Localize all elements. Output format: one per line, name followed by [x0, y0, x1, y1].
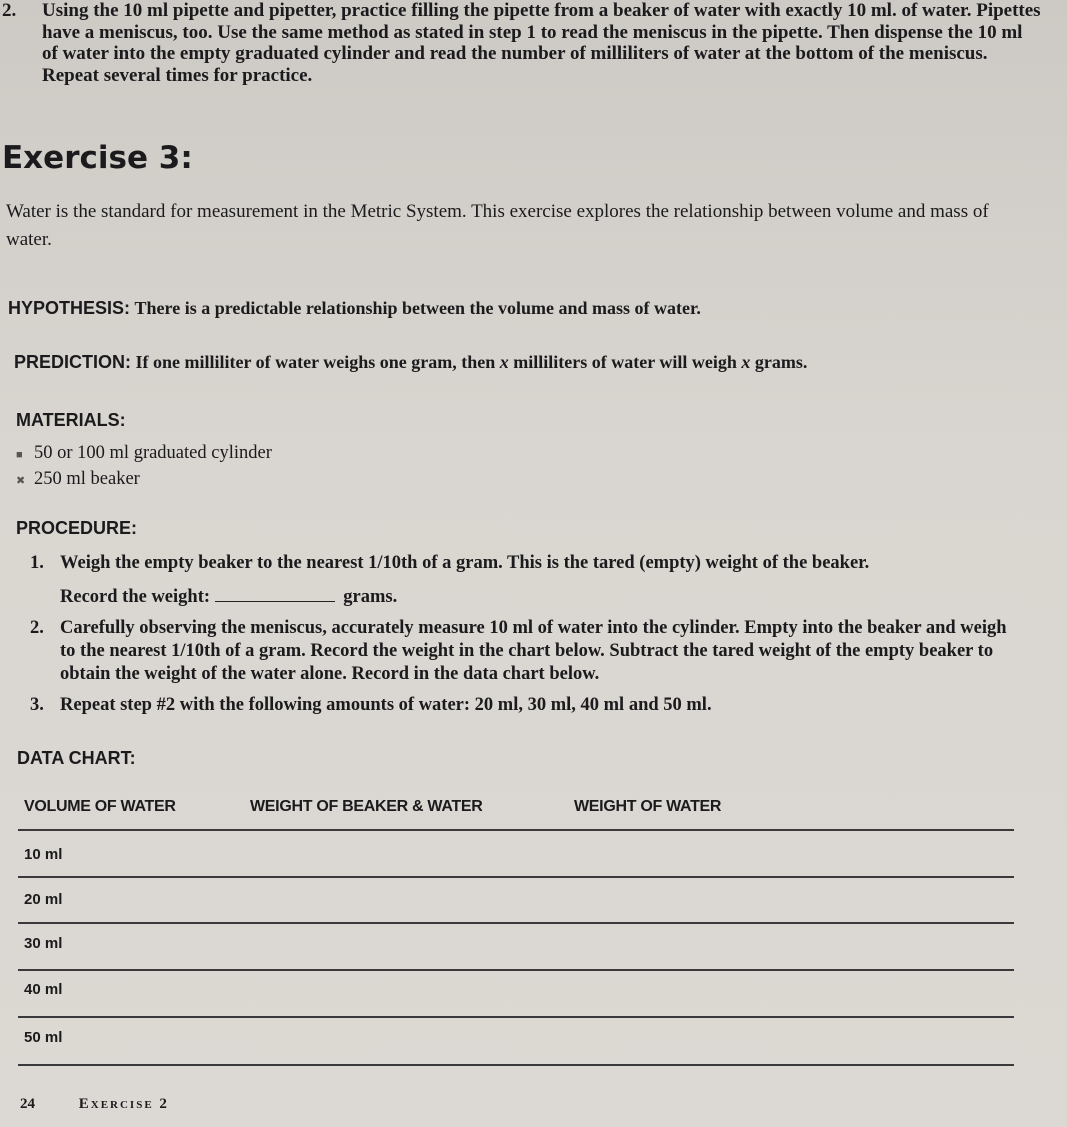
weight-blank-field[interactable] — [215, 587, 335, 602]
step-number: 1. — [30, 553, 44, 573]
chart-rule[interactable] — [18, 876, 1014, 878]
table-row: 20 ml — [24, 891, 63, 908]
page-number: 24 — [20, 1096, 35, 1112]
procedure-step-2 — [30, 617, 1020, 686]
step-text: Repeat step #2 with the following amounts of water: 20 ml, 30 ml, 40 ml and 50 ml. — [60, 695, 712, 715]
bullet-icon: ■ — [16, 449, 23, 461]
step-text: Using the 10 ml pipette and pipetter, practice filling the pipette from a beaker of water with exactly 10 ml. of water. Pipettes have a meniscus, too. Use the same method as stated in step 1 to read the meniscus in the pipette. Then dispense the 10 ml of water into the empty graduated cylinder and read the number of milliliters of water at the bottom of the meniscus. Repeat several times for practice. — [42, 0, 1041, 86]
column-header-volume: VOLUME OF WATER — [24, 798, 176, 815]
column-header-water: WEIGHT OF WATER — [574, 798, 722, 815]
list-item — [16, 441, 272, 467]
step-number: 2. — [2, 0, 17, 21]
hypothesis — [8, 298, 701, 319]
grams-label: grams. — [343, 587, 398, 607]
material-item: 250 ml beaker — [34, 469, 140, 489]
previous-step-2 — [2, 0, 1042, 86]
step-text: Weigh the empty beaker to the nearest 1/10th of a gram. This is the tared (empty) weight of the beaker. — [60, 553, 870, 573]
procedure-step-3 — [30, 694, 1020, 717]
chart-rule — [18, 829, 1014, 831]
hypothesis-text: There is a predictable relationship between the volume and mass of water. — [134, 298, 701, 318]
prediction-var-1: x — [499, 352, 509, 372]
section-label: Exercise 2 — [78, 1096, 169, 1112]
prediction-var-2: x — [741, 352, 751, 372]
procedure-list — [30, 552, 1020, 717]
step-number: 2. — [30, 618, 44, 638]
procedure-step-1 — [30, 552, 1020, 609]
prediction-text-c: grams. — [754, 352, 808, 372]
exercise-title: Exercise 3: — [2, 140, 193, 176]
record-weight-line — [60, 586, 1020, 609]
prediction-label: PREDICTION: — [14, 352, 131, 372]
hypothesis-label: HYPOTHESIS: — [8, 298, 131, 318]
material-item: 50 or 100 ml graduated cylinder — [34, 443, 272, 463]
column-header-beaker-water: WEIGHT OF BEAKER & WATER — [250, 798, 483, 815]
list-item — [16, 467, 272, 493]
table-row: 30 ml — [24, 935, 63, 952]
prediction-text-b: milliliters of water will weigh — [513, 352, 737, 372]
chart-rule[interactable] — [18, 1064, 1014, 1066]
materials-list — [16, 441, 272, 493]
procedure-heading: PROCEDURE: — [16, 518, 138, 538]
step-text: Carefully observing the meniscus, accurately measure 10 ml of water into the cylinder. Empty into the beaker and weigh to the nearest 1/10th of a gram. Record the weight in the chart below. Subtract the tared weight of the empty beaker to obtain the weight of the water alone. Record in the data chart below. — [60, 618, 1007, 684]
chart-rule[interactable] — [18, 1016, 1014, 1018]
table-row: 50 ml — [24, 1029, 63, 1046]
bullet-icon: ✖ — [16, 475, 26, 487]
chart-rule[interactable] — [18, 969, 1014, 971]
prediction — [14, 352, 807, 373]
table-row: 10 ml — [24, 846, 63, 863]
prediction-text-a: If one milliliter of water weighs one gram, then — [135, 352, 496, 372]
data-chart-heading: DATA CHART: — [17, 748, 136, 768]
exercise-intro: Water is the standard for measurement in the Metric System. This exercise explores the relationship between volume and mass of water. — [6, 201, 989, 250]
chart-rule[interactable] — [18, 922, 1014, 924]
record-weight-label: Record the weight: — [60, 587, 211, 607]
step-number: 3. — [30, 695, 44, 715]
page-footer — [20, 1096, 169, 1113]
materials-heading: MATERIALS: — [16, 410, 126, 430]
table-row: 40 ml — [24, 981, 63, 998]
